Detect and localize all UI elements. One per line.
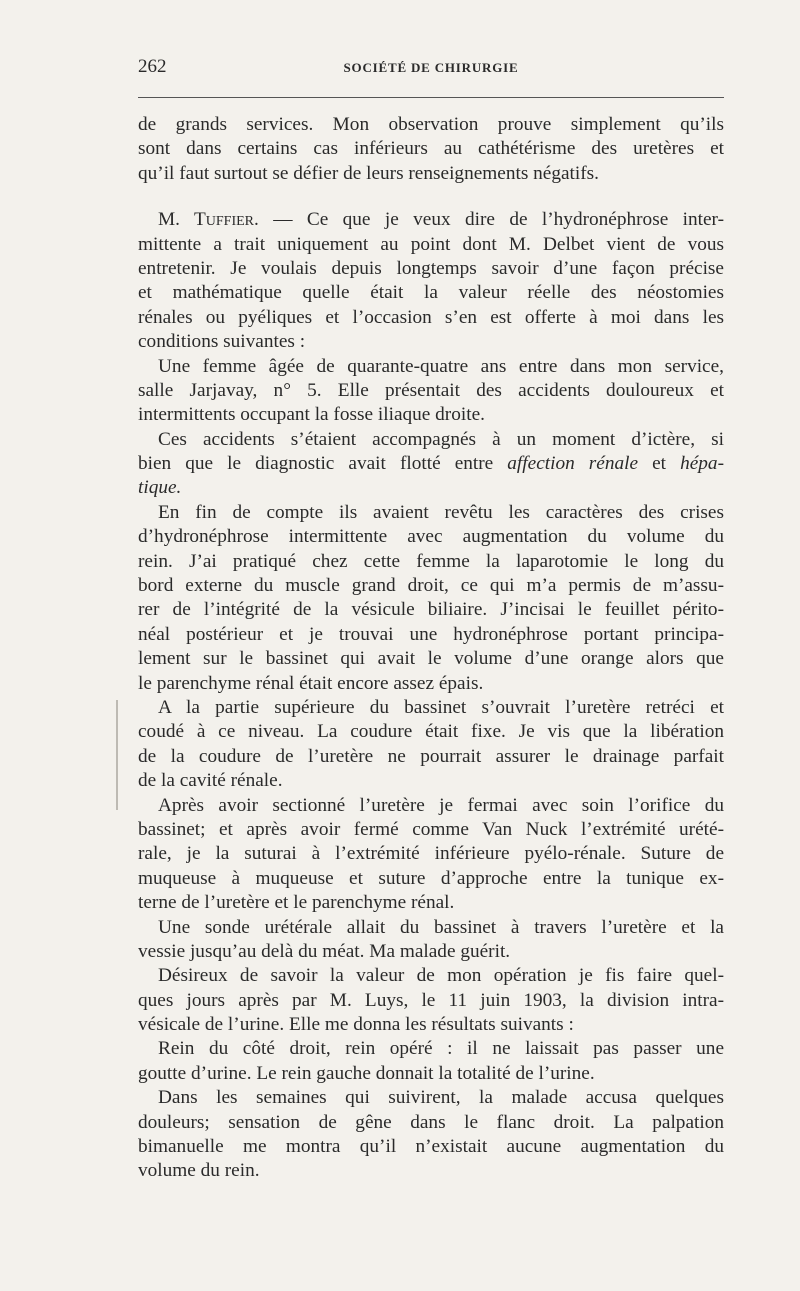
text-line: mittente a trait uniquement au point dont M. Delbet vient de vous: [138, 233, 724, 255]
text-line: d’hydronéphrose intermittente avec augmentation du volume du: [138, 526, 724, 548]
text-line: Dans les semaines qui suivirent, la malade accusa quelques: [158, 1087, 724, 1109]
text-line: bassinet; et après avoir fermé comme Van Nuck l’extrémité urété-: [138, 818, 724, 840]
text-line: douleurs; sensation de gêne dans le flanc droit. La palpation: [138, 1111, 724, 1133]
text-line: rein. J’ai pratiqué chez cette femme la laparotomie le long du: [138, 550, 724, 572]
text-line: de grands services. Mon observation prouve simplement qu’ils: [138, 114, 724, 135]
text-line: ques jours après par M. Luys, le 11 juin 1903, la division intra-: [138, 989, 724, 1011]
text-line: terne de l’uretère et le parenchyme rénal.: [138, 892, 455, 914]
text-line: goutte d’urine. Le rein gauche donnait la totalité de l’urine.: [138, 1062, 595, 1084]
paragraph: [138, 696, 724, 794]
paragraph: [138, 113, 724, 186]
body-text: [138, 113, 724, 1184]
text-line: En fin de compte ils avaient revêtu les caractères des crises: [158, 501, 724, 523]
running-head: SOCIÉTÉ DE CHIRURGIE: [343, 60, 519, 75]
paragraph: [138, 428, 724, 501]
text-line: vésicale de l’urine. Elle me donna les résultats suivants :: [138, 1014, 574, 1036]
text-line: A la partie supérieure du bassinet s’ouvrait l’uretère retréci et: [158, 696, 724, 718]
text-line: muqueuse à muqueuse et suture d’approche entre la tunique ex-: [138, 867, 724, 889]
text-line: M. Tuffier. — Ce que je veux dire de l’hydronéphrose inter-: [158, 209, 724, 231]
text-line: qu’il faut surtout se défier de leurs renseignements négatifs.: [138, 162, 599, 184]
paragraph: [138, 964, 724, 1037]
text-line: néal postérieur et je trouvai une hydronéphrose portant principa-: [138, 623, 724, 645]
paragraph: [138, 355, 724, 428]
text-line: de la coudure de l’uretère ne pourrait assurer le drainage parfait: [138, 745, 724, 767]
text-line: Une femme âgée de quarante-quatre ans entre dans mon service,: [158, 355, 724, 377]
page-number: 262: [138, 56, 167, 77]
text-line: volume du rein.: [138, 1160, 260, 1182]
text-line: Après avoir sectionné l’uretère je fermai avec soin l’orifice du: [158, 794, 724, 816]
text-line: le parenchyme rénal était encore assez épais.: [138, 672, 484, 694]
text-line: bien que le diagnostic avait flotté entre affection rénale et hépa-: [138, 453, 724, 475]
text-line: lement sur le bassinet qui avait le volume d’une orange alors que: [138, 648, 724, 670]
text-line: rénales ou pyéliques et l’occasion s’en est offerte à moi dans les: [138, 306, 724, 328]
paragraph: [138, 916, 724, 965]
text-line: bimanuelle me montra qu’il n’existait aucune augmentation du: [138, 1136, 724, 1158]
speaker-name: M. Tuffier.: [158, 209, 259, 231]
text-line: de la cavité rénale.: [138, 770, 283, 792]
text-line: vessie jusqu’au delà du méat. Ma malade guérit.: [138, 940, 511, 962]
paragraph: [138, 1037, 724, 1086]
header-rule: [138, 97, 724, 98]
text-line: rer de l’intégrité de la vésicule biliaire. J’incisai le feuillet périto-: [138, 599, 724, 621]
paragraph: [138, 794, 724, 916]
text-line: Rein du côté droit, rein opéré : il ne laissait pas passer une: [158, 1038, 724, 1060]
text-line: rale, je la suturai à l’extrémité inférieure pyélo-rénale. Suture de: [138, 843, 724, 865]
text-line: tique.: [138, 477, 182, 499]
paragraph: [138, 1086, 724, 1184]
text-line: coudé à ce niveau. La coudure était fixe. Je vis que la libération: [138, 721, 724, 743]
text-line: Ces accidents s’étaient accompagnés à un moment d’ictère, si: [158, 428, 724, 450]
text-line: entretenir. Je voulais depuis longtemps savoir d’une façon précise: [138, 257, 724, 279]
page-header: [138, 56, 724, 82]
margin-pencil-mark: [116, 700, 118, 810]
text-line: salle Jarjavay, n° 5. Elle présentait des accidents douloureux et: [138, 379, 724, 401]
text-line: sont dans certains cas inférieurs au cathétérisme des uretères et: [138, 138, 724, 160]
paragraph: [138, 208, 724, 354]
text-line: et mathématique quelle était la valeur réelle des néostomies: [138, 282, 724, 304]
text-line: Désireux de savoir la valeur de mon opération je fis faire quel-: [158, 965, 724, 987]
text-line: intermittents occupant la fosse iliaque droite.: [138, 404, 485, 426]
text-line: bord externe du muscle grand droit, ce qui m’a permis de m’assu-: [138, 575, 724, 597]
paragraph: [138, 501, 724, 696]
text-line: conditions suivantes :: [138, 331, 306, 353]
text-line: Une sonde urétérale allait du bassinet à travers l’uretère et la: [158, 916, 724, 938]
